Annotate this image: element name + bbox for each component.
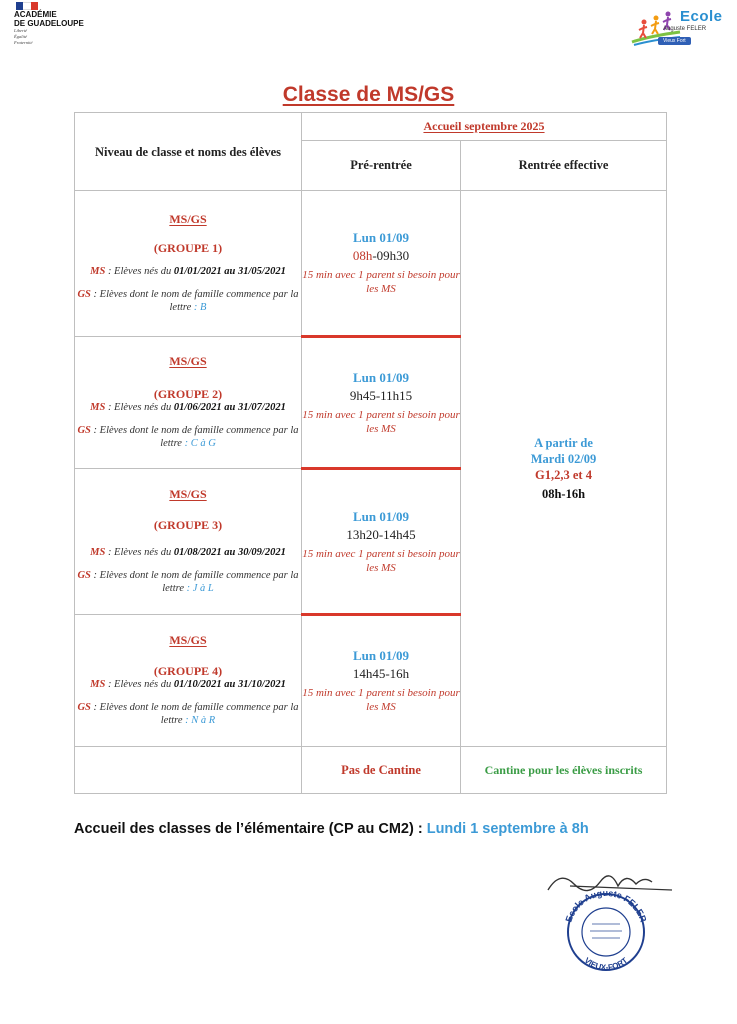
group-gs-line: GS : Elèves dont le nom de famille commence par la lettre : B xyxy=(77,289,299,313)
pre-note: 15 min avec 1 parent si besoin pour les MS xyxy=(302,687,460,713)
group-cell xyxy=(75,191,302,337)
group-ms-line: MS : Elèves nés du 01/06/2021 au 31/07/2021 xyxy=(90,402,286,413)
pre-rentree-cell xyxy=(302,337,461,469)
french-flag-icon xyxy=(16,2,38,10)
school-logo-name: Auguste FELER xyxy=(663,26,707,32)
header-rentree-effective: Rentrée effective xyxy=(461,141,667,191)
header-accueil: Accueil septembre 2025 xyxy=(302,113,667,141)
pre-rentree-cell xyxy=(302,191,461,337)
pre-date: Lun 01/09 xyxy=(353,648,409,663)
group-ms-line: MS : Elèves nés du 01/10/2021 au 31/10/2021 xyxy=(90,679,286,690)
group-class: MS/GS xyxy=(169,354,207,368)
academy-line1: ACADÉMIE xyxy=(14,10,57,19)
pre-date: Lun 01/09 xyxy=(353,369,409,385)
pre-time: 08h-09h30 xyxy=(352,248,410,263)
group-number: (GROUPE 3) xyxy=(153,518,223,532)
rentree-hours: 08h-16h xyxy=(541,486,586,501)
group-number: (GROUPE 1) xyxy=(153,241,223,255)
rentree-groups: G1,2,3 et 4 xyxy=(535,467,592,482)
group-class: MS/GS xyxy=(169,487,207,501)
header-niveau: Niveau de classe et noms des élèves xyxy=(75,113,302,191)
group-number: (GROUPE 4) xyxy=(153,664,223,678)
pre-date: Lun 01/09 xyxy=(353,508,409,524)
academy-logo xyxy=(14,2,114,46)
stamp-school: Ecole Auguste FELER xyxy=(563,887,649,924)
academy-line2: DE GUADELOUPE xyxy=(14,19,84,28)
table-row xyxy=(75,191,667,337)
group-class: MS/GS xyxy=(169,212,207,226)
elementary-notice-text: Accueil des classes de l’élémentaire (CP au CM2) : xyxy=(74,821,427,837)
schedule-table xyxy=(74,112,667,794)
pre-time: 13h20-14h45 xyxy=(346,526,416,542)
motto-fraternite: Fraternité xyxy=(14,40,33,45)
table-row-cantine xyxy=(75,747,667,794)
pre-rentree-cell xyxy=(302,469,461,615)
group-gs-line: GS : Elèves dont le nom de famille commence par la lettre : C à G xyxy=(77,425,299,449)
school-logo-word: Ecole xyxy=(680,8,723,25)
school-stamp xyxy=(540,860,680,980)
pre-time: 9h45-11h15 xyxy=(349,387,413,403)
cantine-pre-rentree: Pas de Cantine xyxy=(302,747,461,794)
group-ms-line: MS : Elèves nés du 01/08/2021 au 30/09/2021 xyxy=(90,547,286,558)
pre-rentree-cell xyxy=(302,615,461,747)
rentree-start: A partir de Mardi 02/09 xyxy=(530,435,597,466)
svg-text:Ecole Auguste FELER xyxy=(564,888,649,924)
group-cell xyxy=(75,469,302,615)
motto-egalite: Égalité xyxy=(14,34,27,39)
pre-note: 15 min avec 1 parent si besoin pour les MS xyxy=(302,269,460,295)
pre-note: 15 min avec 1 parent si besoin pour les MS xyxy=(302,408,460,435)
cantine-rentree: Cantine pour les élèves inscrits xyxy=(461,747,667,794)
group-ms-line: MS : Elèves nés du 01/01/2021 au 31/05/2021 xyxy=(90,266,286,277)
page-title: Classe de MS/GS xyxy=(282,83,455,106)
group-number: (GROUPE 2) xyxy=(153,387,223,401)
group-cell xyxy=(75,337,302,469)
group-class: MS/GS xyxy=(169,633,207,647)
pre-date: Lun 01/09 xyxy=(353,230,409,245)
pre-time: 14h45-16h xyxy=(352,666,410,681)
group-cell xyxy=(75,615,302,747)
group-gs-line: GS : Elèves dont le nom de famille commence par la lettre : N à R xyxy=(77,702,299,726)
svg-text:VIEUX-FORT xyxy=(583,956,630,972)
school-logo xyxy=(630,6,726,50)
elementary-notice-date: Lundi 1 septembre à 8h xyxy=(426,821,589,837)
stamp-town: VIEUX-FORT xyxy=(582,955,630,973)
stamp-seal-icon xyxy=(540,860,680,980)
header-pre-rentree: Pré-rentrée xyxy=(302,141,461,191)
pre-note: 15 min avec 1 parent si besoin pour les MS xyxy=(302,547,460,574)
group-gs-line: GS : Elèves dont le nom de famille commence par la lettre : J à L xyxy=(77,570,299,594)
motto-liberte: Liberté xyxy=(14,28,27,33)
empty-cell xyxy=(75,747,302,794)
rentree-effective-cell xyxy=(461,191,667,747)
school-logo-town: Vieux Fort xyxy=(658,37,691,45)
elementary-notice xyxy=(74,821,589,837)
